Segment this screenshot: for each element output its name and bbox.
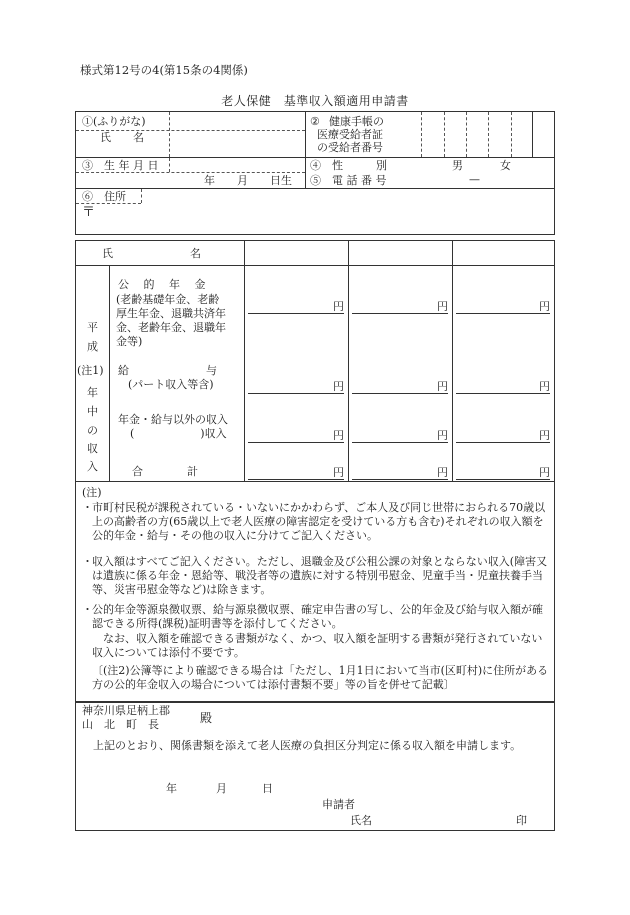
cert-number-label-2: 医療受給者証 [317, 128, 383, 141]
cert-number-label-1: 健康手帳の [329, 115, 384, 128]
seal-mark: 印 [516, 814, 527, 827]
address-input[interactable] [98, 205, 548, 233]
date-day-label[interactable]: 日 [262, 782, 273, 795]
sex-male-option[interactable]: 男 [452, 159, 463, 172]
pension-desc-3: 金、老齢年金、退職年 [116, 321, 226, 334]
side-label-hei: 平 [87, 321, 98, 334]
form-title: 老人保健 基準収入額適用申請書 [221, 94, 409, 108]
form-number: 様式第12号の4(第15条の4関係) [80, 63, 248, 77]
total-amount-2[interactable]: 円 [352, 466, 448, 480]
other-income-amount-2[interactable]: 円 [352, 429, 448, 443]
cert-number-label-3: の受給者番号 [317, 141, 383, 154]
income-table [75, 240, 555, 482]
dob-value[interactable]: 年 月 日生 [204, 174, 292, 187]
dob-label: ③ 生 年 月 日 [82, 159, 159, 172]
side-label-chuu: 中 [87, 405, 98, 418]
side-label-nen: 年 [87, 386, 98, 399]
phone-input[interactable]: — [469, 173, 480, 186]
total-label: 合 計 [132, 465, 198, 478]
pension-desc-1: (老齢基礎年金、老齢 [116, 293, 220, 306]
phone-label: ⑤ 電 話 番 号 [310, 174, 387, 187]
pension-desc-4: 金等) [116, 335, 143, 348]
cert-number-label-num: ② [310, 115, 320, 128]
salary-amount-3[interactable]: 円 [456, 380, 550, 394]
note-3: ・ 公的年金等源泉徴収票、給与源泉徴収票、確定申告書の写し、公的年金及び給与収入額が確認できる所得(課税)証明書等を添付してください。 [82, 603, 543, 631]
applicant-name-input[interactable] [376, 812, 506, 828]
side-label-note: (注1) [77, 364, 104, 377]
address-label: ⑥ 住所 [82, 190, 126, 203]
addressee-line-1: 神奈川県足柄上郡 [82, 704, 170, 717]
applicant-name-label: 氏名 [350, 814, 372, 827]
other-income-amount-1[interactable]: 円 [248, 429, 344, 443]
salary-desc: (パート収入等含) [128, 378, 214, 391]
pension-amount-2[interactable]: 円 [352, 300, 448, 314]
applicant-info-box [75, 111, 555, 235]
application-statement: 上記のとおり、関係書類を添えて老人医療の負担区分判定に係る収入額を申請します。 [93, 739, 522, 752]
other-income-label: 年金・給与以外の収入 [118, 413, 228, 426]
application-section [75, 702, 555, 831]
side-label-nyuu: 入 [87, 460, 98, 473]
note-4: 〔(注2)公簿等により確認できる場合は「ただし、1月1日において当市(区町村)に住所がある方の公的年金収入の場合については添付書類不要」等の旨を併せて記載〕 [92, 664, 549, 692]
pension-label: 公 的 年 金 [118, 278, 206, 291]
pension-amount-1[interactable]: 円 [248, 300, 344, 314]
sex-female-option[interactable]: 女 [500, 159, 511, 172]
side-label-no: の [87, 424, 98, 437]
sex-label: ④ 性 別 [310, 159, 387, 172]
income-name-header: 氏 名 [102, 247, 201, 260]
total-amount-3[interactable]: 円 [456, 466, 550, 480]
name-label: 氏 名 [100, 131, 144, 144]
date-month-label[interactable]: 月 [216, 782, 227, 795]
date-year-label[interactable]: 年 [166, 782, 177, 795]
postal-mark: 〒 [82, 205, 96, 220]
honorific: 殿 [200, 711, 213, 725]
notes-section [75, 482, 555, 702]
addressee-line-2: 山 北 町 長 [82, 718, 159, 731]
other-income-desc: ( )収入 [130, 427, 227, 440]
salary-amount-1[interactable]: 円 [248, 380, 344, 394]
note-3-supplement: なお、収入額を確認できる書類がなく、かつ、収入額を証明する書類が発行されていない収入については添付不要です。 [92, 632, 543, 660]
furigana-input[interactable] [171, 113, 303, 129]
pension-amount-3[interactable]: 円 [456, 300, 550, 314]
salary-label: 給 与 [118, 364, 217, 377]
other-income-amount-3[interactable]: 円 [456, 429, 550, 443]
furigana-label: ①(ふりがな) [82, 115, 146, 128]
note-2: ・ 収入額はすべてご記入ください。ただし、退職金及び公租公課の対象とならない収入(障害又は遺族に係る年金・恩給等、戦没者等の遺族に対する特別弔慰金、児童手当・児童扶養手当等、災害弔慰金等など)は除きます。 [82, 555, 548, 597]
person-name-input-2[interactable] [350, 242, 450, 264]
note-1: ・ 市町村民税が課税されている・いないにかかわらず、ご本人及び同じ世帯におられる70歳以上の高齢者の方(65歳以上で老人医療の障害認定を受けている方も含む)それぞれの収入額を公的年金・給与・その他の収入に分けてご記入ください。 [82, 501, 546, 543]
pension-desc-2: 厚生年金、退職共済年 [116, 307, 226, 320]
name-input[interactable] [171, 132, 303, 156]
total-amount-1[interactable]: 円 [248, 466, 344, 480]
person-name-input-1[interactable] [246, 242, 346, 264]
person-name-input-3[interactable] [454, 242, 552, 264]
side-label-sei: 成 [87, 340, 98, 353]
cert-number-input[interactable] [422, 113, 554, 156]
salary-amount-2[interactable]: 円 [352, 380, 448, 394]
notes-header: (注) [82, 486, 102, 499]
side-label-shuu: 収 [87, 442, 98, 455]
applicant-label: 申請者 [322, 798, 355, 811]
